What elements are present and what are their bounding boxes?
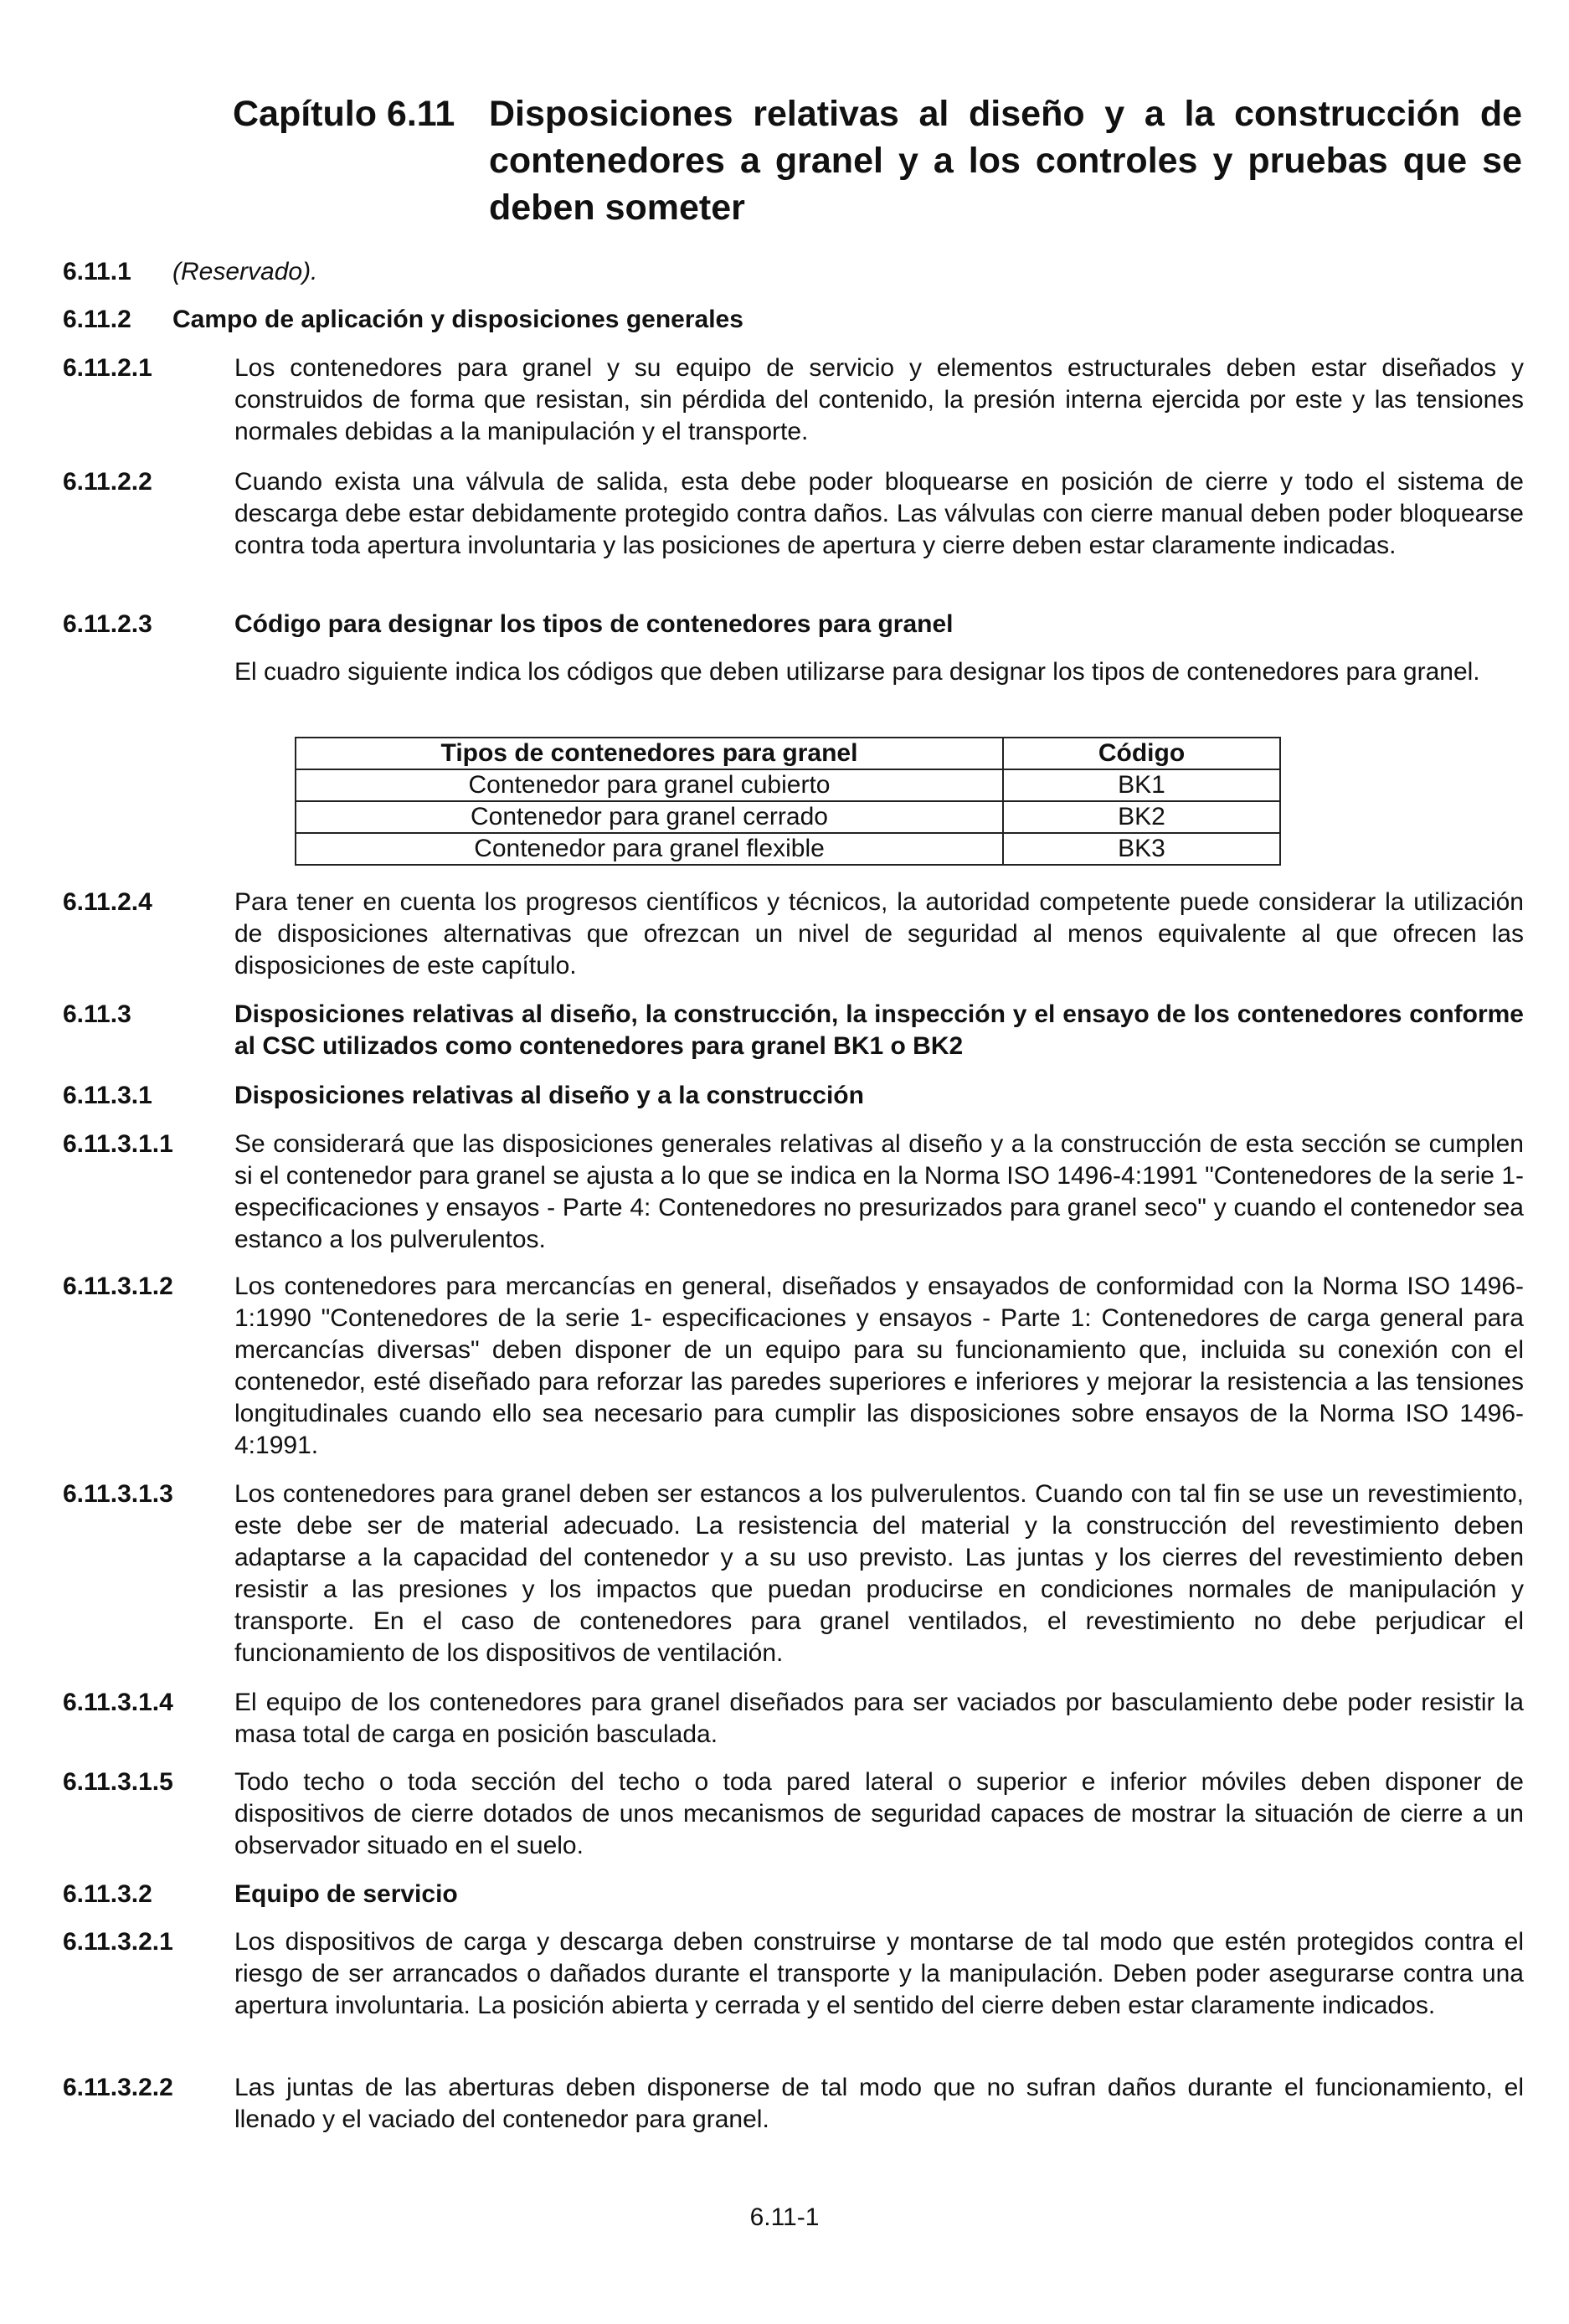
section-number: 6.11.3.1.4 (63, 1689, 173, 1716)
section-number: 6.11.2.1 (63, 354, 152, 382)
table-cell: Contenedor para granel cerrado (296, 801, 1003, 833)
table-row (296, 769, 1280, 801)
section-paragraph: Los contenedores para granel deben ser estancos a los pulverulentos. Cuando con tal fin se use un revestimiento, este debe ser de material adecuado. La resistencia del material y la construcción del revestimiento deben adaptarse a la capacidad del contenedor y a su uso previsto. Las juntas y los cierres del revestimiento deben resistir a las presiones y los impactos que puedan producirse en condiciones normales de manipulación y transporte. En el caso de contenedores para granel ventilados, el revestimiento no debe perjudicar el funcionamiento de los dispositivos de ventilación. (234, 1480, 1524, 1667)
section-number: 6.11.3 (63, 1000, 131, 1028)
table-cell: Contenedor para granel flexible (296, 833, 1003, 865)
section-number: 6.11.2.2 (63, 468, 152, 496)
table-row (296, 801, 1280, 833)
section-paragraph: Cuando exista una válvula de salida, esta debe poder bloquearse en posición de cierre y todo el sistema de descarga debe estar debidamente protegido contra daños. Las válvulas con cierre manual deben poder bloquearse contra toda apertura involuntaria y las posiciones de apertura y cierre deben estar claramente indicadas. (234, 468, 1524, 559)
table-header-cell: Tipos de contenedores para granel (296, 738, 1003, 769)
section-paragraph: Los contenedores para granel y su equipo de servicio y elementos estructurales deben estar diseñados y construidos de forma que resistan, sin pérdida del contenido, la presión interna ejercida por este y las tensiones normales debidas a la manipulación y el transporte. (234, 354, 1524, 445)
page-number: 6.11-1 (749, 2203, 820, 2231)
section-paragraph: El equipo de los contenedores para granel diseñados para ser vaciados por basculamiento debe poder resistir la masa total de carga en posición basculada. (234, 1689, 1524, 1748)
section-paragraph: Todo techo o toda sección del techo o toda pared lateral o superior e inferior móviles deben disponer de dispositivos de cierre dotados de unos mecanismos de seguridad capaces de mostrar la situación de cierre a un observador situado en el suelo. (234, 1768, 1524, 1859)
section-number: 6.11.3.1.3 (63, 1480, 173, 1508)
section-paragraph: Las juntas de las aberturas deben disponerse de tal modo que no sufran daños durante el funcionamiento, el llenado y el vaciado del contenedor para granel. (234, 2074, 1524, 2133)
section-paragraph: Los contenedores para mercancías en general, diseñados y ensayados de conformidad con la Norma ISO 1496-1:1990 "Contenedores de la serie 1- especificaciones y ensayos - Parte 1: Contenedores de carga general para mercancías diversas" deben disponer de un equipo para su funcionamiento que, incluida su conexión con el contenedor, esté diseñado para reforzar las paredes superiores e inferiores y mejorar la resistencia a las tensiones longitudinales cuando ello sea necesario para cumplir las disposiciones sobre ensayos de la Norma ISO 1496-4:1991. (234, 1273, 1524, 1459)
section-paragraph: Se considerará que las disposiciones generales relativas al diseño y a la construcción de esta sección se cumplen si el contenedor para granel se ajusta a lo que se indica en la Norma ISO 1496-4:1991 "Contenedores de la serie 1- especificaciones y ensayos - Parte 4: Contenedores no presurizados para granel seco" y cuando el contenedor sea estanco a los pulverulentos. (234, 1130, 1524, 1253)
chapter-title: Disposiciones relativas al diseño y a la construcción de contenedores a granel y a los controles y pruebas que se deben someter (489, 94, 1522, 228)
section-number: 6.11.2.3 (63, 610, 152, 638)
table-header-row (296, 738, 1280, 769)
section-number: 6.11.3.2.1 (63, 1928, 173, 1956)
bulk-container-codes-table (295, 737, 1281, 866)
section-number: 6.11.3.2 (63, 1880, 152, 1908)
section-title: Disposiciones relativas al diseño y a la construcción (234, 1082, 864, 1109)
table-cell: BK2 (1003, 801, 1280, 833)
section-text: (Reservado). (172, 258, 318, 285)
section-number: 6.11.2.4 (63, 888, 152, 916)
table-row (296, 833, 1280, 865)
section-title: Equipo de servicio (234, 1880, 458, 1908)
chapter-number: Capítulo 6.11 (233, 94, 455, 134)
section-number: 6.11.3.1.1 (63, 1130, 173, 1158)
table-cell: BK3 (1003, 833, 1280, 865)
table-header-cell: Código (1003, 738, 1280, 769)
table-cell: BK1 (1003, 769, 1280, 801)
section-paragraph: Para tener en cuenta los progresos científicos y técnicos, la autoridad competente puede considerar la utilización de disposiciones alternativas que ofrezcan un nivel de seguridad al menos equivalente al que ofrecen las disposiciones de este capítulo. (234, 888, 1524, 979)
section-number: 6.11.3.2.2 (63, 2074, 173, 2101)
table-cell: Contenedor para granel cubierto (296, 769, 1003, 801)
section-title: Código para designar los tipos de contenedores para granel (234, 610, 954, 638)
section-number: 6.11.1 (63, 258, 131, 285)
section-title: Campo de aplicación y disposiciones generales (172, 306, 743, 333)
section-number: 6.11.3.1 (63, 1082, 152, 1109)
section-number: 6.11.3.1.5 (63, 1768, 173, 1796)
section-paragraph: El cuadro siguiente indica los códigos que deben utilizarse para designar los tipos de contenedores para granel. (234, 658, 1480, 686)
section-number: 6.11.2 (63, 306, 131, 333)
section-paragraph: Los dispositivos de carga y descarga deben construirse y montarse de tal modo que estén protegidos contra el riesgo de ser arrancados o dañados durante el transporte y la manipulación. Deben poder asegurarse contra una apertura involuntaria. La posición abierta y cerrada y el sentido del cierre deben estar claramente indicados. (234, 1928, 1524, 2019)
section-title: Disposiciones relativas al diseño, la construcción, la inspección y el ensayo de los contenedores conforme al CSC utilizados como contenedores para granel BK1 o BK2 (234, 1000, 1524, 1060)
section-number: 6.11.3.1.2 (63, 1273, 173, 1300)
